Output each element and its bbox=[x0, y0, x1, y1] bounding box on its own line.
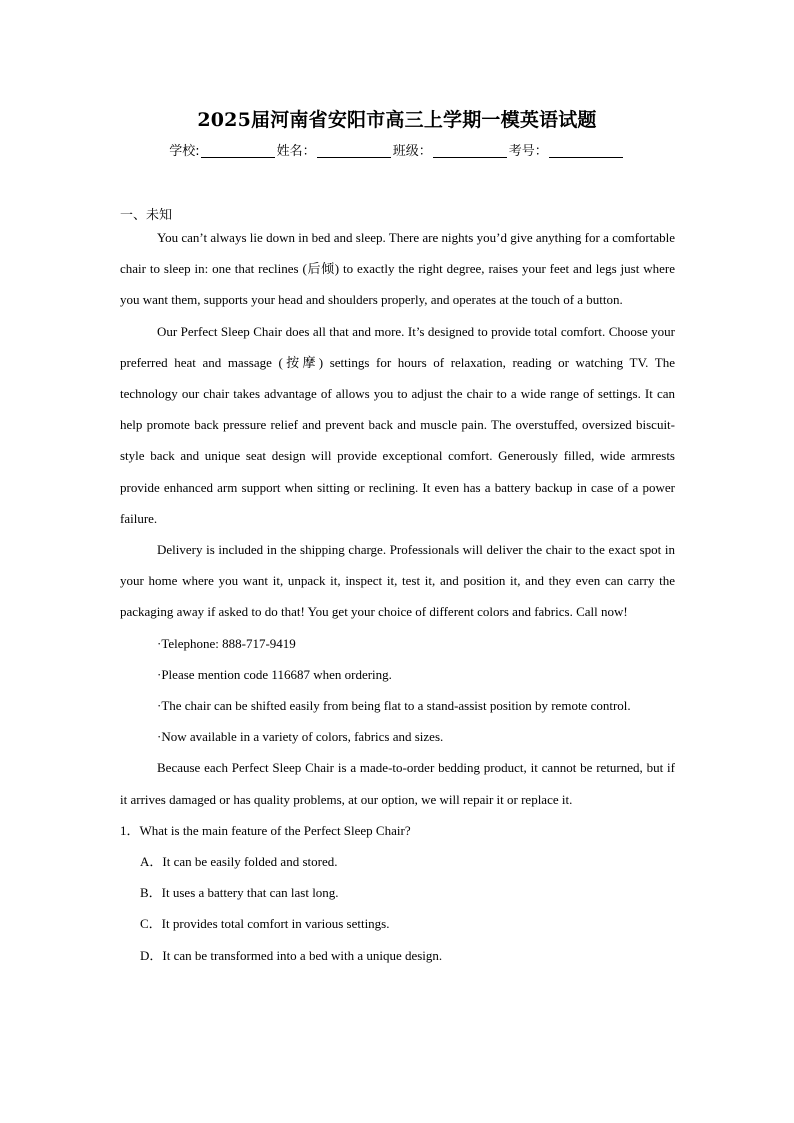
student-info-line bbox=[0, 140, 794, 159]
paragraph-1: You can’t always lie down in bed and sleep. There are nights you’d give anything for a comfortable chair to sleep in: one that reclines (后倾) to exactly the right degree, raises your feet and legs just where you want them, supports your head and shoulders properly, and operates at the touch of a button. bbox=[120, 230, 675, 308]
option-c[interactable]: C．It provides total comfort in various settings. bbox=[140, 916, 390, 932]
name-label: 姓名： bbox=[276, 144, 316, 159]
bullet-variety: ·Now available in a variety of colors, fabrics and sizes. bbox=[157, 729, 444, 745]
bullet-telephone: ·Telephone: 888-717-9419 bbox=[157, 635, 296, 651]
class-blank[interactable] bbox=[433, 143, 507, 158]
exam-number-label: 考号： bbox=[508, 144, 548, 159]
question-1: 1．What is the main feature of the Perfect Sleep Chair? bbox=[120, 822, 411, 838]
option-a[interactable]: A．It can be easily folded and stored. bbox=[140, 854, 338, 870]
bullet-code: ·Please mention code 116687 when ordering. bbox=[157, 666, 392, 682]
document-title: 2025届河南省安阳市高三上学期一模英语试题 bbox=[197, 109, 597, 131]
name-blank[interactable] bbox=[317, 143, 391, 158]
section-heading: 一、未知 bbox=[120, 208, 173, 223]
closing-paragraph: Because each Perfect Sleep Chair is a made-to-order bedding product, it cannot be returned, but if it arrives damaged or has quality problems, at our option, we will repair it or replace it. bbox=[120, 760, 675, 807]
school-label: 学校: bbox=[169, 144, 200, 159]
exam-number-blank[interactable] bbox=[549, 143, 623, 158]
paragraph-2: Our Perfect Sleep Chair does all that and more. It’s designed to provide total comfort. Choose your preferred heat and massage (按摩) settings for hours of relaxation, reading or watching TV. The technology our chair takes advantage of allows you to adjust the chair to a wide range of settings. It can help promote back pressure relief and prevent back and muscle pain. The overstuffed, oversized biscuit-style back and unique seat design will provide exceptional comfort. Generously filled, wide armrests provide enhanced arm support when sitting or reclining. It even has a battery backup in case of a power failure. bbox=[120, 323, 675, 526]
class-label: 班级： bbox=[392, 144, 432, 159]
bullet-remote: ·The chair can be shifted easily from being flat to a stand-assist position by remote control. bbox=[157, 698, 631, 714]
paragraph-3: Delivery is included in the shipping charge. Professionals will deliver the chair to the exact spot in your home where you want it, unpack it, inspect it, test it, and position it, and they even can carry the packaging away if asked to do that! You get your choice of different colors and fabrics. Call now! bbox=[120, 542, 675, 620]
passage bbox=[120, 222, 675, 971]
school-blank[interactable] bbox=[201, 143, 275, 158]
option-b[interactable]: B．It uses a battery that can last long. bbox=[140, 885, 339, 901]
option-d[interactable]: D．It can be transformed into a bed with a unique design. bbox=[140, 947, 443, 963]
